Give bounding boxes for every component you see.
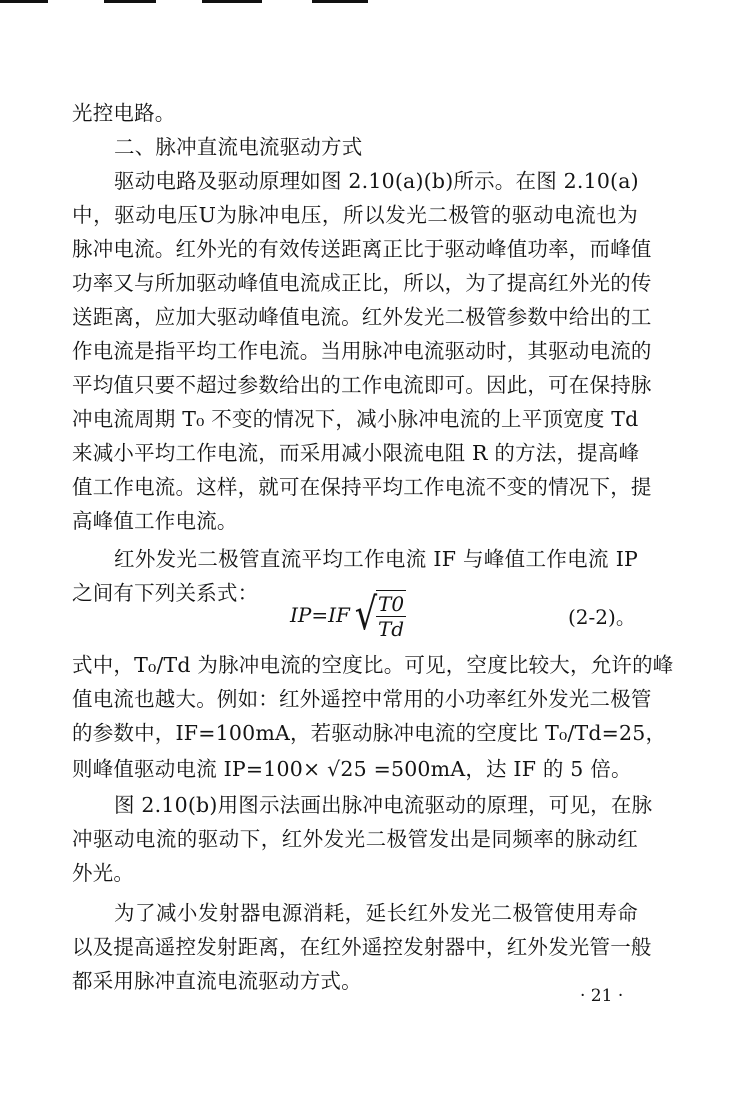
text-line: 冲驱动电流的驱动下，红外发光二极管发出是同频率的脉动红 xyxy=(72,827,638,851)
text-line: 送距离，应加大驱动峰值电流。红外发光二极管参数中给出的工 xyxy=(72,305,652,329)
text-line: 以及提高遥控发射距离，在红外遥控发射器中，红外发光管一般 xyxy=(72,935,652,959)
header-rule-1 xyxy=(0,0,48,3)
header-rule-3 xyxy=(202,0,262,3)
text-line: 作电流是指平均工作电流。当用脉冲电流驱动时，其驱动电流的 xyxy=(72,339,652,363)
text-line: 脉冲电流。红外光的有效传送距离正比于驱动峰值功率，而峰值 xyxy=(72,237,652,261)
text-line: 图 2.10(b)用图示法画出脉冲电流驱动的原理，可见，在脉 xyxy=(114,793,653,817)
text-line: 红外发光二极管直流平均工作电流 IF 与峰值工作电流 IP xyxy=(114,547,638,571)
header-rule-4 xyxy=(312,0,368,3)
section-heading: 二、脉冲直流电流驱动方式 xyxy=(114,135,363,159)
formula-numerator: T0 xyxy=(377,591,405,616)
text-line: 平均值只要不超过参数给出的工作电流即可。因此，可在保持脉 xyxy=(72,373,652,397)
text-line: 则峰值驱动电流 IP=100× √25 =500mA，达 IF 的 5 倍。 xyxy=(72,757,632,781)
header-rule-2 xyxy=(104,0,156,3)
formula-2-2 xyxy=(290,583,406,647)
formula-lhs: IP=IF xyxy=(290,603,350,627)
text-line: 驱动电路及驱动原理如图 2.10(a)(b)所示。在图 2.10(a) xyxy=(114,169,639,193)
text-line: 冲电流周期 T₀ 不变的情况下，减小脉冲电流的上平顶宽度 Td xyxy=(72,407,639,431)
formula-denominator: Td xyxy=(377,616,405,641)
text-line: 来减小平均工作电流，而采用减小限流电阻 R 的方法，提高峰 xyxy=(72,441,640,465)
text-line: 光控电路。 xyxy=(72,101,176,125)
text-line: 值工作电流。这样，就可在保持平均工作电流不变的情况下，提 xyxy=(72,475,652,499)
text-line: 高峰值工作电流。 xyxy=(72,509,238,533)
text-line: 之间有下列关系式： xyxy=(72,581,259,605)
text-line: 值电流也越大。例如：红外遥控中常用的小功率红外发光二极管 xyxy=(72,687,652,711)
text-line: 式中，T₀/Td 为脉冲电流的空度比。可见，空度比较大，允许的峰 xyxy=(72,653,674,677)
page-number: · 21 · xyxy=(580,986,624,1006)
sqrt-symbol: √ xyxy=(354,589,378,640)
equation-number: (2-2)。 xyxy=(568,605,636,629)
text-line: 外光。 xyxy=(72,861,135,885)
text-line: 中，驱动电压U为脉冲电压，所以发光二极管的驱动电流也为 xyxy=(72,203,638,227)
text-line: 为了减小发射器电源消耗，延长红外发光二极管使用寿命 xyxy=(114,901,638,925)
text-line: 都采用脉冲直流电流驱动方式。 xyxy=(72,969,362,993)
text-line: 功率又与所加驱动峰值电流成正比，所以，为了提高红外光的传 xyxy=(72,271,652,295)
formula-fraction xyxy=(376,590,406,641)
text-line: 的参数中，IF=100mA，若驱动脉冲电流的空度比 T₀/Td=25， xyxy=(72,721,667,745)
